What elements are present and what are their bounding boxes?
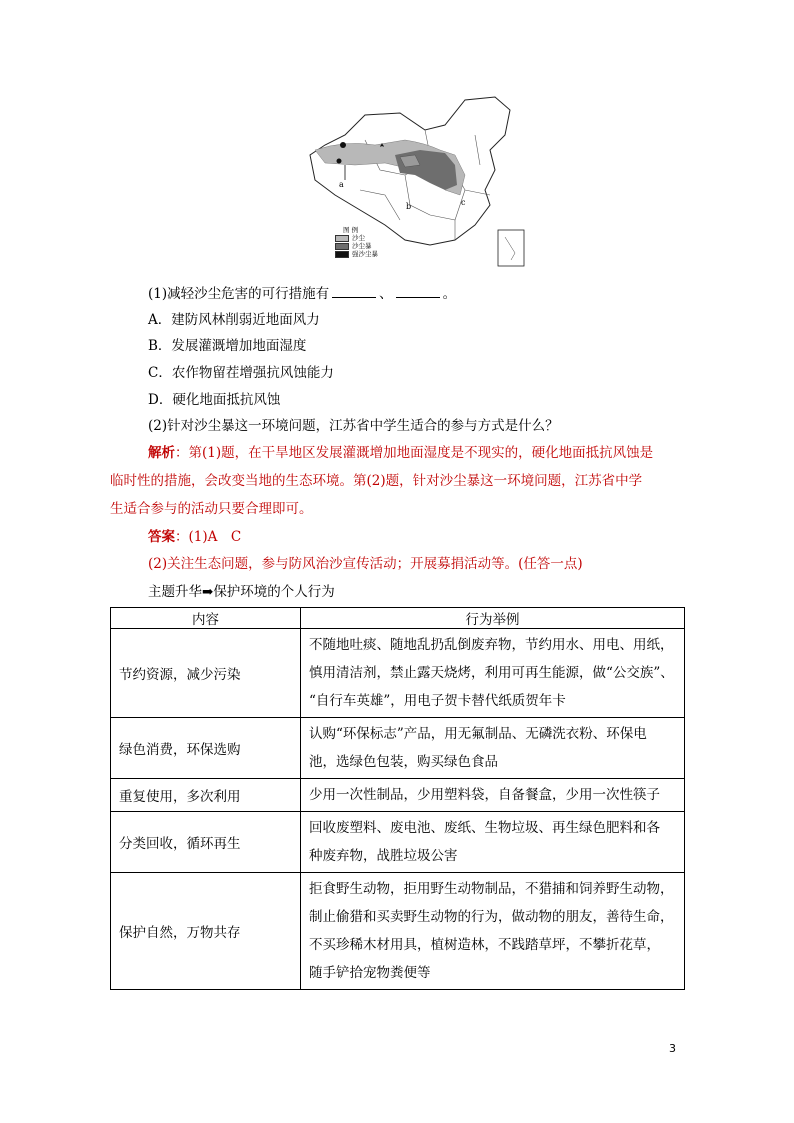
table-cell-examples	[301, 629, 685, 718]
legend-item-dust-storm	[335, 242, 378, 250]
option-b: B．发展灌溉增加地面湿度	[148, 338, 307, 354]
cell-line: 随手铲拾宠物粪便等	[309, 965, 431, 981]
answer-label: 答案	[148, 529, 175, 545]
table-header-row	[111, 608, 685, 629]
option-a: A．建防风林削弱近地面风力	[148, 312, 320, 328]
south-sea-inset	[498, 230, 524, 266]
table-header-content: 内容	[111, 608, 301, 629]
table-cell-content: 绿色消费，环保选购	[111, 718, 301, 779]
analysis-line-1	[148, 441, 653, 461]
cell-line: 认购“环保标志”产品，用无氟制品、无磷洗衣粉、环保电	[309, 726, 647, 742]
cell-line: 回收废塑料、废电池、废纸、生物垃圾、再生绿色肥料和各	[309, 820, 660, 836]
theme-prefix: 主题升华	[148, 584, 202, 600]
legend-swatch	[335, 243, 349, 250]
table-header-examples: 行为举例	[301, 608, 685, 629]
option-c: C．农作物留茬增强抗风蚀能力	[148, 365, 334, 381]
table-cell-examples	[301, 779, 685, 812]
answer-line-1	[148, 525, 241, 545]
table-row	[111, 629, 685, 718]
table-cell-content: 分类回收，循环再生	[111, 812, 301, 873]
question-1	[148, 282, 456, 302]
question-1-text: (1)减轻沙尘危害的可行措施有	[148, 286, 330, 302]
theme-title: 保护环境的个人行为	[213, 584, 335, 600]
legend-item-strong-dust-storm	[335, 250, 378, 258]
map-label-c: c	[461, 198, 466, 207]
legend-swatch	[335, 235, 349, 242]
legend-item-dust	[335, 234, 378, 242]
answer-text-1: ：(1)A C	[175, 529, 242, 545]
table-cell-content: 重复使用，多次利用	[111, 779, 301, 812]
cell-line: 池，选绿色包装，购买绿色食品	[309, 754, 498, 770]
cell-line: 制止偷猎和买卖野生动物的行为，做动物的朋友，善待生命，	[309, 909, 674, 925]
answer-blank-2	[396, 285, 440, 298]
table-cell-examples	[301, 812, 685, 873]
map-label-a: a	[339, 180, 344, 189]
table-cell-content: 节约资源，减少污染	[111, 629, 301, 718]
question-2: (2)针对沙尘暴这一环境问题，江苏省中学生适合的参与方式是什么？	[148, 418, 559, 434]
legend-title: 图 例	[343, 226, 359, 234]
analysis-line-2: 临时性的措施，会改变当地的生态环境。第(2)题，针对沙尘暴这一环境问题，江苏省中学	[110, 473, 643, 489]
question-1-end: 。	[442, 286, 457, 302]
table-cell-content: 保护自然，万物共存	[111, 873, 301, 990]
cell-line: 种废弃物，战胜垃圾公害	[309, 848, 458, 864]
cell-line: 不买珍稀木材用具，植树造林，不践踏草坪，不攀折花草，	[309, 937, 660, 953]
cell-line: 拒食野生动物，拒用野生动物制品，不猎捕和饲养野生动物，	[309, 881, 674, 897]
option-d: D．硬化地面抵抗风蚀	[148, 392, 281, 408]
page-number: 3	[669, 1042, 676, 1055]
table-row	[111, 873, 685, 990]
map-label-b: b	[406, 202, 412, 211]
cell-line: 少用一次性制品，少用塑料袋，自备餐盒，少用一次性筷子	[309, 787, 660, 803]
legend-label: 沙尘暴	[352, 242, 372, 250]
table-cell-examples	[301, 718, 685, 779]
legend-swatch	[335, 251, 349, 258]
strong-storm-spot	[337, 159, 342, 164]
arrow-right-icon: ➡	[202, 584, 214, 600]
strong-storm-spot	[340, 142, 346, 148]
behavior-table	[110, 607, 685, 990]
cell-line: “自行车英雄”，用电子贺卡替代纸质贺年卡	[309, 693, 566, 709]
analysis-text: ：第(1)题，在干旱地区发展灌溉增加地面湿度是不现实的，硬化地面抵抗风蚀是	[175, 445, 654, 461]
answer-line-2: (2)关注生态问题，参与防风治沙宣传活动；开展募捐活动等。(任答一点)	[148, 556, 583, 572]
map-legend	[335, 226, 378, 258]
theme-heading	[148, 580, 335, 600]
table-cell-examples	[301, 873, 685, 990]
legend-label: 沙尘	[352, 234, 365, 242]
cell-line: 慎用清洁剂，禁止露天烧烤，利用可再生能源，做“公交族”、	[309, 665, 674, 681]
table-row	[111, 718, 685, 779]
cell-line: 不随地吐痰、随地乱扔乱倒废弃物，节约用水、用电、用纸，	[309, 637, 674, 653]
table-row	[111, 812, 685, 873]
table-row	[111, 779, 685, 812]
legend-label: 强沙尘暴	[352, 250, 378, 258]
analysis-label: 解析	[148, 445, 175, 461]
analysis-line-3: 生适合参与的活动只要合理即可。	[110, 501, 313, 517]
answer-blank-1	[332, 285, 376, 298]
question-1-sep: 、	[379, 286, 393, 302]
